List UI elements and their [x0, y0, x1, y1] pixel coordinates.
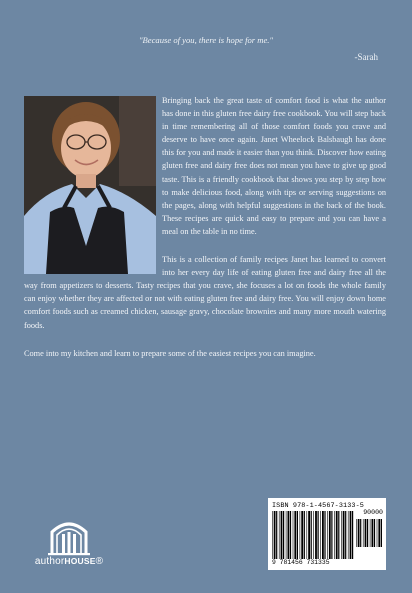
- quote: "Because of you, there is hope for me.": [138, 35, 274, 45]
- isbn-number: ISBN 978-1-4567-3133-5: [272, 502, 364, 510]
- description-paragraph-3: Come into my kitchen and learn to prepare some of the easiest recipes you can imagine.: [24, 348, 316, 358]
- publisher-name: [26, 556, 112, 567]
- price-barcode-bars: [356, 519, 382, 547]
- trademark-symbol: ®: [95, 556, 104, 567]
- description-paragraph-1: [24, 94, 386, 238]
- paragraph-text: Bringing back the great taste of comfort food is what the author has done in this gluten free dairy free cookbook. You will step back in time remembering all of those comfort foods you crave and deserve to have once again. Janet Wheelock Balsbaugh has done this for you and made it easier than you think. Discover how eating gluten free and dairy free does not mean you have to give up good taste. This is a friendly cookbook that shows you step by step how to make delicious food, along with tips or serving suggestions on the pages, along with helpful suggestions in the back of the book. These recipes are quick and easy to prepare and you can have a meal on the table in no time.: [162, 96, 386, 236]
- publisher-name-light: author: [34, 556, 65, 567]
- barcode: [268, 498, 386, 570]
- publisher-logo: [26, 518, 112, 574]
- barcode-bars: [272, 511, 354, 559]
- authorhouse-icon: [26, 518, 112, 556]
- publisher-name-bold: HOUSE: [64, 556, 96, 566]
- barcode-digits: 9 781456 731335: [272, 559, 330, 566]
- price-code: 90000: [363, 509, 383, 516]
- description-paragraph-2: This is a collection of family recipes Janet has learned to convert into her every day life of eating gluten free and dairy free all the way from appetizers to desserts. Tasty recipes that you crave, she focuses a lot on foods the whole family can enjoy whether they are affected or not with eating gluten free and dairy free. You will enjoy down home comfort foods such as creamed chicken, sausage gravy, chocolate brownies and many more mouth watering foods.: [24, 255, 386, 330]
- photo-spacer: [24, 94, 162, 277]
- description: [24, 94, 386, 375]
- quote-attribution: -Sarah: [354, 52, 378, 62]
